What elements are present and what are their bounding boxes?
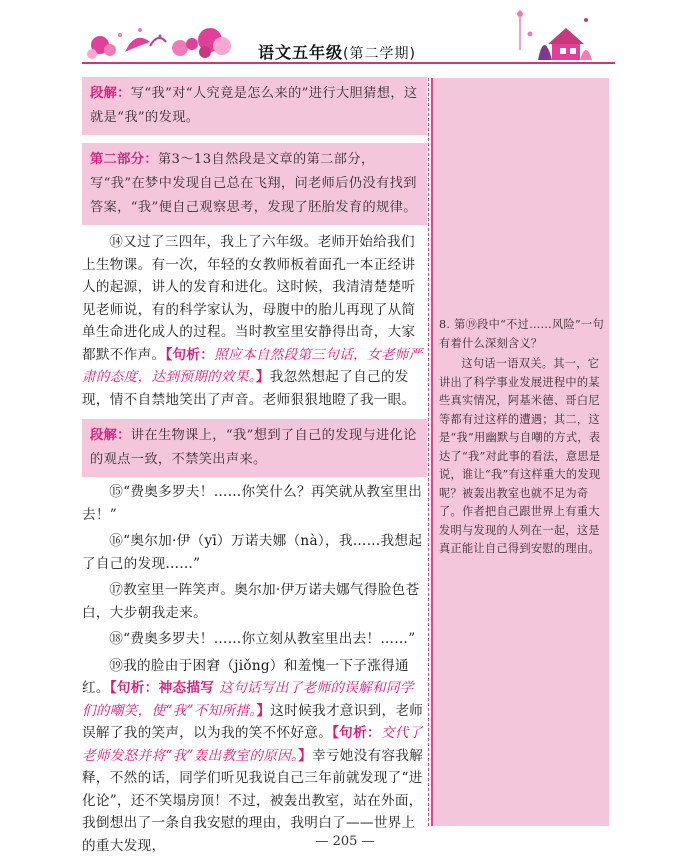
header-title-main: 语文五年级 bbox=[258, 43, 344, 62]
analysis-text: 写“我”对“人究竟是怎么来的”进行大胆猜想，这就是“我”的发现。 bbox=[90, 86, 418, 125]
side-question-block bbox=[439, 316, 605, 559]
analysis-text: 第3～13自然段是文章的第二部分，写“我”在梦中发现自己总在飞翔，问老师后仍没有找到答案，“我”便自己观察思考，发现了胚胎发育的规律。 bbox=[90, 152, 417, 215]
analysis-label: 段解： bbox=[90, 86, 131, 101]
annotation-text: 交代了老师发怒并将“我”轰出教室的原因。 bbox=[82, 725, 423, 764]
page-number: — 205 — bbox=[315, 834, 375, 849]
paragraph-text: ⑮“费奥多罗夫！……你笑什么？再笑就从教室里出去！” bbox=[82, 484, 423, 523]
annotation-label: 】 bbox=[298, 747, 313, 764]
body-paragraph bbox=[82, 481, 427, 526]
annotation-label: 】 bbox=[255, 369, 270, 385]
header-rule bbox=[82, 62, 615, 64]
annotation-label: 【句析： bbox=[165, 346, 215, 363]
paragraph-text: 我忽然想起了自己的发现，情不自禁地笑出了声音。老师狠狠地瞪了我一眼。 bbox=[82, 369, 416, 408]
annotation-text: 照应本自然段第三句话，女老师严肃的态度，达到预期的效果。 bbox=[82, 346, 423, 385]
paragraph-text: 幸亏她没有容我解释，不然的话，同学们听见我说自己三年前就发现了“进化论”，还不笑塌房顶！不过，被轰出教室，站在外面，我倒想出了一条自我安慰的理由，我明白了——世界上的重大发现， bbox=[82, 747, 424, 854]
side-question: 8. 第⑲段中“不过……风险”一句有着什么深刻含义？ bbox=[439, 318, 605, 350]
side-panel bbox=[431, 78, 609, 826]
body-paragraph bbox=[82, 231, 427, 411]
analysis-label: 段解： bbox=[90, 428, 131, 443]
annotation-label: 】 bbox=[256, 702, 271, 719]
annotation-label: 【句析： bbox=[332, 725, 381, 741]
header-title-sub: (第二学期) bbox=[343, 46, 416, 62]
column-divider bbox=[428, 78, 429, 826]
analysis-text: 讲在生物课上，“我”想到了自己的发现与进化论的观点一致，不禁笑出声来。 bbox=[90, 428, 417, 467]
paragraph-text: ⑯“奥尔加·伊（yī）万诺夫娜（nà），我……我想起了自己的发现……” bbox=[82, 533, 423, 572]
annotation-text: 这句话写出了老师的误解和同学们的嘲笑，使“我”不知所措。 bbox=[82, 680, 414, 719]
analysis-box bbox=[82, 419, 427, 477]
body-paragraph bbox=[82, 628, 427, 651]
analysis-box bbox=[82, 143, 427, 225]
body-paragraph bbox=[82, 530, 427, 575]
paragraph-text: ⑰教室里一阵笑声。奥尔加·伊万诺夫娜气得脸色苍白，大步朝我走来。 bbox=[82, 582, 420, 621]
side-answer: 这句话一语双关。其一，它讲出了科学事业发展进程中的某些真实情况，阿基米德、哥白尼等都有过这样的遭遇；其二，这是“我”用幽默与自嘲的方式，表达了“我”对此事的看法，意思是说，谁让“我”有这样重大的发现呢？被轰出教室也就不足为奇了。作者把自己跟世界上有重大发明与发现的人列在一起，这是真正能让自己得到安慰的理由。 bbox=[439, 357, 601, 555]
paragraph-text: ⑭又过了三四年，我上了六年级。老师开始给我们上生物课。有一次，年轻的女教师板着面孔一本正经讲人的起源，讲人的发育和进化。这时候，我清清楚楚听见老师说，有的科学家认为，母腹中的胎儿再现了从简单生命进化成人的过程。当时教室里安静得出奇，大家都默不作声。 bbox=[82, 234, 416, 363]
main-column bbox=[82, 75, 427, 857]
body-paragraph bbox=[82, 579, 427, 624]
analysis-label: 第二部分： bbox=[90, 152, 158, 167]
annotation-label: 【句析：神态描写 bbox=[109, 680, 220, 696]
header-title bbox=[258, 40, 416, 63]
paragraph-text: 这时候我才意识到，老师误解了我的笑声，以为我的笑不怀好意。 bbox=[82, 702, 424, 741]
paragraph-text: ⑱“费奥多罗夫！……你立刻从教室里出去！……” bbox=[109, 631, 416, 647]
paragraph-text: ⑲我的脸由于困窘（jiǒng）和羞愧一下子涨得通红。 bbox=[82, 657, 409, 696]
body-paragraph bbox=[82, 655, 427, 858]
page-header bbox=[0, 0, 689, 75]
analysis-box bbox=[82, 77, 427, 135]
